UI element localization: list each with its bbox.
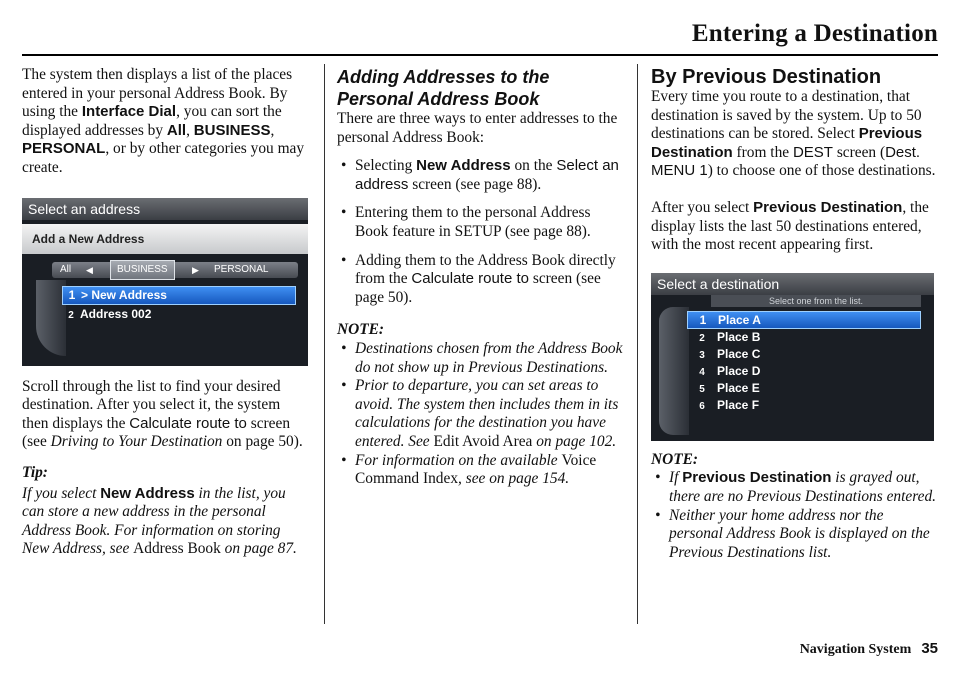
tab-business[interactable]: BUSINESS [110,260,175,280]
note-list [651,469,939,562]
body-paragraph: After you select Previous Destination, the display lists the last 50 destinations entered, with the most recent appearing first. [651,198,929,254]
column-right [651,66,939,562]
page-number: 35 [921,640,938,657]
list-item: • Neither your home address nor the personal Address Book is displayed on the Previous Destinations list. [651,507,939,563]
column-divider [637,64,638,624]
list-item: • Destinations chosen from the Address Book do not show up in Previous Destinations. [337,340,625,377]
method-list [337,157,625,307]
list-item[interactable]: 2 Address 002 [68,306,152,321]
page-header [0,20,960,58]
add-new-address-button[interactable]: Add a New Address [22,224,308,254]
note-label: NOTE: [651,450,699,468]
intro-paragraph: There are three ways to enter addresses to the personal Address Book: [337,110,618,146]
list-item: • For information on the available Voice Command Index, see on page 154. [337,452,625,489]
body-paragraph: Scroll through the list to find your desired destination. After you select it, the system then displays the Calculate route to screen (see Driving to Your Destination on page 50). [22,377,303,451]
chevron-right-icon: ▶ [192,264,199,275]
list-item: • Prior to departure, you can set areas to avoid. The system then includes them in its calculations for the destination you have entered. See Edit Avoid Area on page 102. [337,377,625,451]
list-item: • Adding them to the Address Book directly from the Calculate route to screen (see page 50). [337,252,625,308]
term-business: BUSINESS [193,121,271,139]
list-item[interactable]: 3 Place C [699,346,761,361]
list-item[interactable]: 6 Place F [699,397,760,412]
footer-section: Navigation System [799,642,912,657]
column-left [22,66,310,559]
select-address-screenshot [22,198,308,366]
cross-reference: Driving to Your Destination [50,433,223,451]
page-footer [800,640,938,658]
tab-all[interactable]: All [60,263,72,275]
list-item: • Selecting New Address on the Select an address screen (see page 88). [337,157,625,194]
screen-title: Select a destination [651,273,934,295]
dial-graphic [659,307,689,435]
list-item: • If Previous Destination is grayed out, there are no Previous Destinations entered. [651,469,939,506]
list-item[interactable]: 1 Place A [687,311,921,329]
list-item[interactable]: 2 Place B [699,329,761,344]
cross-reference: Address Book [133,540,221,558]
section-heading: Adding Addresses to the Personal Address Book [337,67,550,109]
page-title: Entering a Destination [691,20,938,47]
body-paragraph: Every time you route to a destination, that destination is saved by the system. Up to 50 destinations can be stored. Select Previous Destination from the DEST screen (Dest. MENU 1) to choose one of those destinations. [651,88,936,180]
list-item[interactable]: 4 Place D [699,363,761,378]
term-all: All [166,121,187,139]
category-tabs [52,262,298,278]
tab-personal[interactable]: PERSONAL [214,263,269,275]
chevron-left-icon: ◀ [86,264,93,275]
select-destination-screenshot [651,273,934,441]
term-new-address: New Address [100,484,195,502]
list-item: • Entering them to the personal Address Book feature in SETUP (see page 88). [337,204,625,241]
note-label: NOTE: [337,321,385,339]
column-middle [337,66,625,489]
tip-paragraph: If you select New Address in the list, you can store a new address in the personal Address Book. For information on storing New Address, see Address Book on page 87. [22,484,297,558]
section-heading: By Previous Destination [651,66,882,88]
screen-title: Select an address [22,198,308,220]
intro-paragraph: The system then displays a list of the places entered in your personal Address Book. By using the Interface Dial, you can sort the displayed addresses by All, BUSINESS, PERSONAL, or by other categories you may create. [22,66,305,176]
header-rule [22,54,938,56]
term-interface-dial: Interface Dial [81,103,177,121]
column-divider [324,64,325,624]
list-item[interactable]: 1 > New Address [62,286,296,305]
term-personal: PERSONAL [22,140,106,158]
list-item[interactable]: 5 Place E [699,380,760,395]
tip-label: Tip: [22,463,48,481]
term-calculate-route: Calculate route to [129,414,247,432]
screen-subtitle: Select one from the list. [711,295,921,307]
note-list [337,340,625,489]
